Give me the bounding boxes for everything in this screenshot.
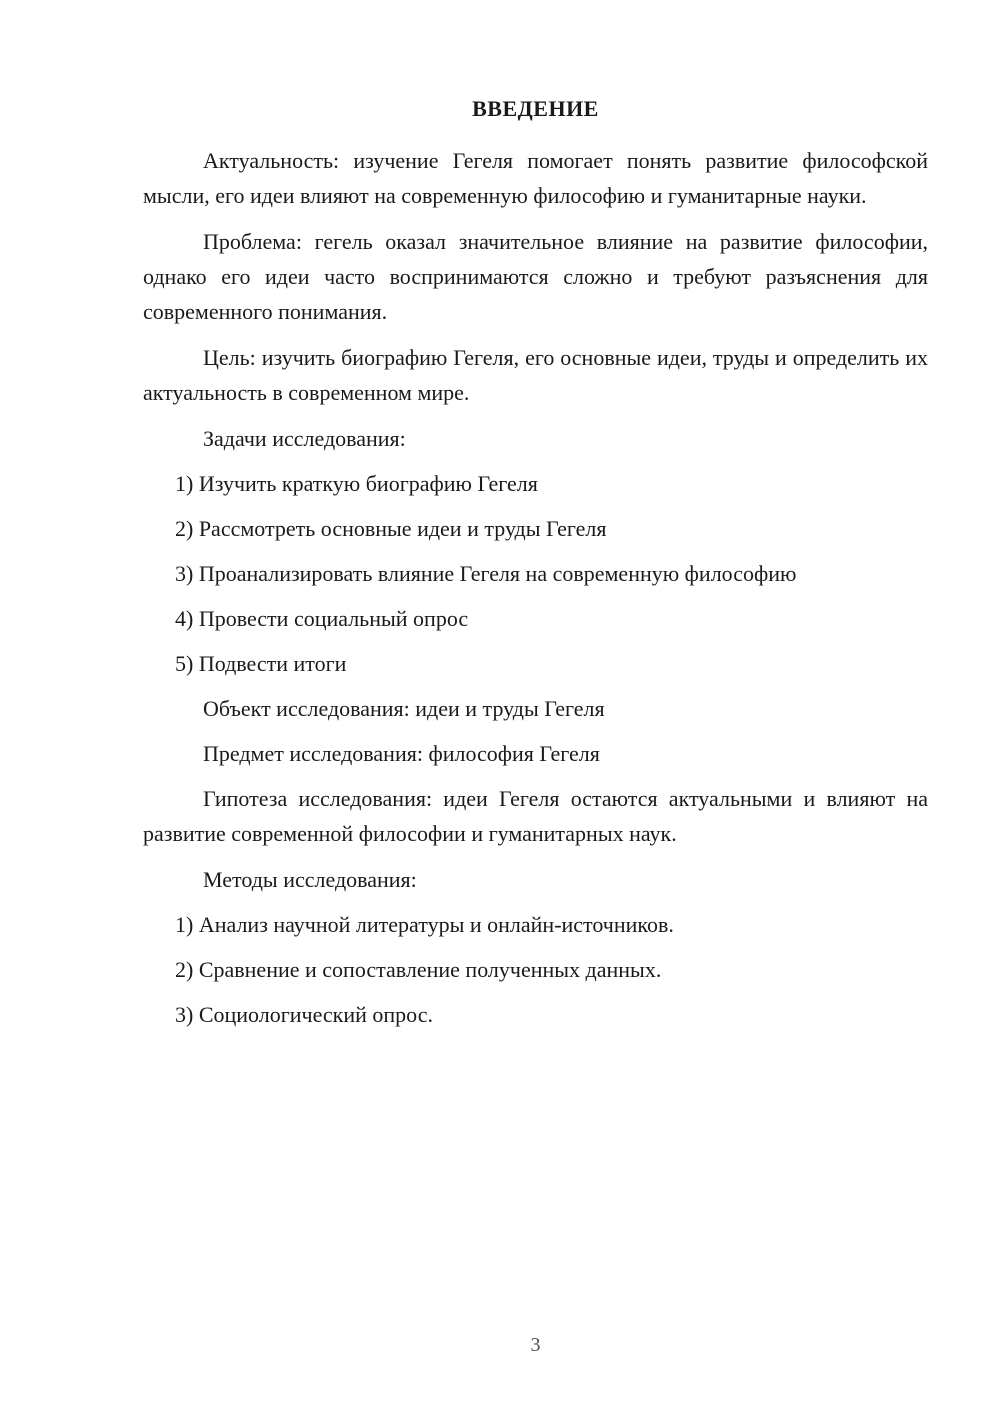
- subject-line: Предмет исследования: философия Гегеля: [203, 741, 600, 766]
- task-item: 5) Подвести итоги: [175, 651, 347, 676]
- tasks-heading: Задачи исследования:: [203, 426, 406, 451]
- task-item: 4) Провести социальный опрос: [175, 606, 469, 631]
- hypothesis-paragraph: Гипотеза исследования: идеи Гегеля остаются актуальными и влияют на развитие современной философии и гуманитарных наук.: [143, 786, 928, 846]
- methods-heading: Методы исследования:: [203, 867, 417, 892]
- task-item: 2) Рассмотреть основные идеи и труды Гегеля: [175, 516, 607, 541]
- document-body: [143, 143, 928, 1042]
- page-number: 3: [530, 1334, 541, 1356]
- task-item: 3) Проанализировать влияние Гегеля на современную философию: [175, 561, 797, 586]
- object-line: Объект исследования: идеи и труды Гегеля: [203, 696, 605, 721]
- goal-paragraph: Цель: изучить биографию Гегеля, его основные идеи, труды и определить их актуальность в современном мире.: [143, 345, 928, 405]
- task-item: 1) Изучить краткую биографию Гегеля: [175, 471, 538, 496]
- page-title: ВВЕДЕНИЕ: [472, 96, 599, 121]
- method-item: 1) Анализ научной литературы и онлайн-источников.: [175, 912, 674, 937]
- relevance-paragraph: Актуальность: изучение Гегеля помогает понять развитие философской мысли, его идеи влияют на современную философию и гуманитарные науки.: [143, 148, 928, 208]
- method-item: 2) Сравнение и сопоставление полученных данных.: [175, 957, 662, 982]
- method-item: 3) Социологический опрос.: [175, 1002, 433, 1027]
- problem-paragraph: Проблема: гегель оказал значительное влияние на развитие философии, однако его идеи часто воспринимаются сложно и требуют разъяснения для современного понимания.: [143, 229, 928, 324]
